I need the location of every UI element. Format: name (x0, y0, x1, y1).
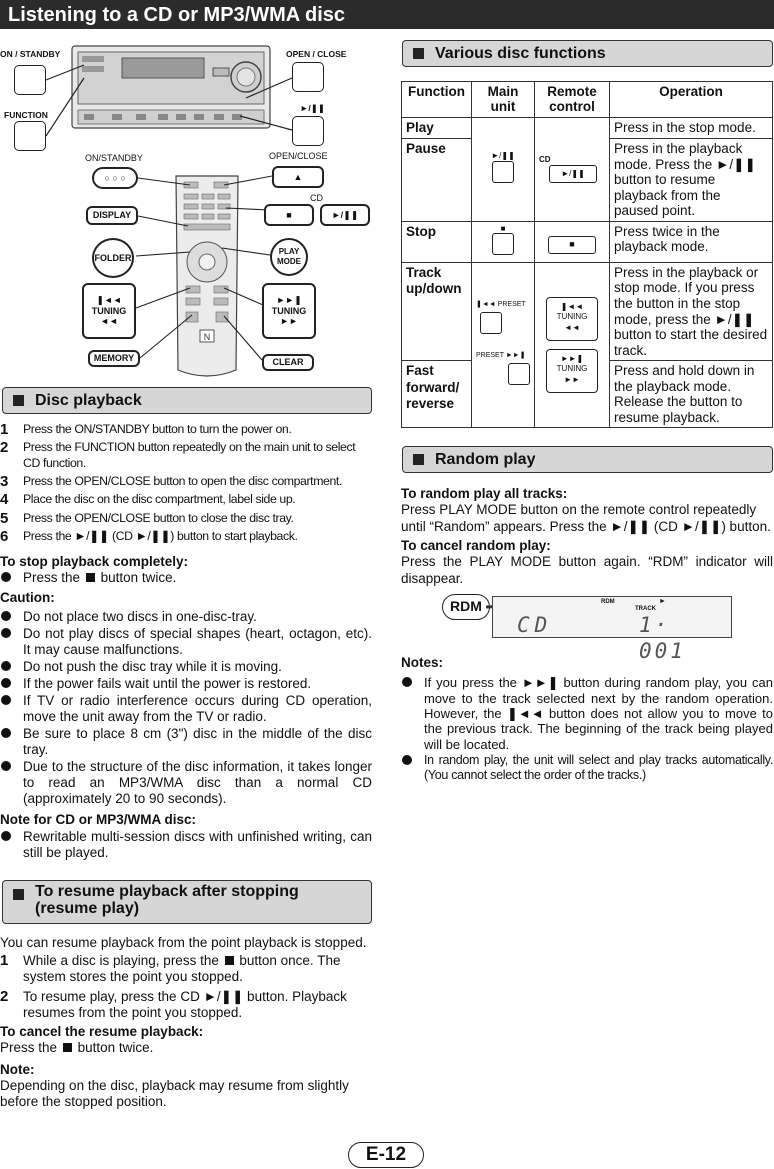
main-play-pause-label: ►/❚❚ (300, 103, 326, 113)
cancel-resume-text: Press the button twice. (0, 1040, 154, 1056)
list-item: 4 Place the disc on the disc compartment, label side up. (0, 491, 296, 509)
list-item: 5 Press the OPEN/CLOSE button to close the disc tray. (0, 509, 294, 527)
remote-open-close-label: OPEN/CLOSE (269, 151, 328, 161)
random-cancel-heading: To cancel random play: (401, 537, 551, 553)
remote-cd-stop-button[interactable]: ■ (264, 204, 314, 226)
caution-heading: Caution: (0, 589, 55, 605)
remote-play-pause-icon: ►/❚❚ (549, 165, 597, 183)
resume-heading: To resume playback after stopping (resume play) (2, 880, 372, 924)
remote-folder-button[interactable]: FOLDER (92, 238, 134, 278)
random-section (401, 483, 773, 587)
stop-heading: To stop playback completely: (0, 553, 189, 569)
square-bullet-icon (413, 48, 424, 59)
table-header-row (402, 82, 773, 118)
note-disc-heading: Note for CD or MP3/WMA disc: (0, 812, 197, 828)
list-item: 1 While a disc is playing, press the button once. The system stores the point you stopped. (0, 952, 341, 985)
resume-intro: You can resume playback from the point playback is stopped. (0, 935, 367, 950)
cancel-resume-heading: To cancel the resume playback: (0, 1023, 204, 1039)
main-preset-up-icon (508, 363, 530, 385)
stop-icon (225, 956, 234, 965)
remote-tuning-right-button[interactable]: ►►❚ TUNING ►► (262, 283, 316, 339)
list-item: 3 Press the OPEN/CLOSE button to open the disc compartment. (0, 473, 342, 491)
resume-section (0, 935, 372, 1110)
column-header: Remote control (535, 82, 610, 118)
notes-heading: Notes: (401, 655, 444, 670)
main-preset-down-icon (480, 312, 502, 334)
random-all-text: Press PLAY MODE button on the remote control repeatedly until “Random” appears. Press the ►/❚❚ (CD ►/❚❚) button. (401, 502, 771, 534)
list-item: In random play, the unit will select and play tracks automatically. (You cannot select the order of the tracks.) (401, 753, 773, 783)
table-row: Stop ■ ■ Press twice in the playback mode. (402, 221, 773, 262)
square-bullet-icon (13, 889, 24, 900)
table-row: Play ►/❚❚ CD ►/❚❚ Press in the stop mode. (402, 117, 773, 138)
column-header: Function (402, 82, 472, 118)
resume-note-heading: Note: (0, 1061, 35, 1077)
table-row: Track up/down ❚◄◄ PRESET PRESET ►►❚ ❚◄◄ TUNING ◄◄ ►►❚ TUNING ►► Press in the playback or stop mode. If you press the button in the stop mode, press the ►/❚❚ button to start the desired track. (402, 262, 773, 360)
table-row: Pause Press in the playback mode. Press the ►/❚❚ button to resume playback from the paused point. (402, 139, 773, 222)
main-play-pause-icon (492, 161, 514, 183)
remote-clear-button[interactable]: CLEAR (262, 354, 314, 371)
page-title: Listening to a CD or MP3/WMA disc (0, 0, 774, 29)
list-item: 2 Press the FUNCTION button repeatedly on the main unit to select CD function. (0, 439, 356, 470)
main-function-label: FUNCTION (4, 110, 48, 120)
list-item: Due to the structure of the disc information, it takes longer to read an MP3/WMA disc than a normal CD (approximately 20 to 90 seconds). (0, 759, 372, 807)
stop-icon (86, 573, 95, 582)
square-bullet-icon (13, 395, 24, 406)
random-cancel-text: Press the PLAY MODE button again. “RDM” indicator will disappear. (401, 554, 773, 586)
remote-memory-button[interactable]: MEMORY (88, 350, 140, 367)
table-row: Fast forward/ reverse Press and hold down in the playback mode. Release the button to resume playback. (402, 361, 773, 428)
list-item: Rewritable multi-session discs with unfinished writing, can still be played. (0, 829, 372, 861)
disc-playback-steps (0, 422, 372, 862)
remote-on-standby-label: ON/STANDBY (85, 153, 143, 163)
list-item: Do not play discs of special shapes (heart, octagon, etc). It may cause malfunctions. (0, 626, 372, 658)
diagram-drawing (0, 30, 372, 380)
remote-on-standby-button[interactable]: ○ ○ ○ (92, 167, 138, 189)
disc-playback-heading: Disc playback (2, 387, 372, 414)
disc-functions-table (401, 81, 773, 428)
list-item: 1 Press the ON/STANDBY button to turn the power on. (0, 421, 292, 438)
remote-stop-icon: ■ (548, 236, 596, 254)
list-item: Press the button twice. (0, 570, 372, 586)
column-header: Operation (610, 82, 773, 118)
stop-icon (63, 1043, 72, 1052)
remote-display-button[interactable]: DISPLAY (86, 206, 138, 225)
list-item: If the power fails wait until the power is restored. (0, 676, 372, 692)
resume-note-text: Depending on the disc, playback may resume from slightly before the stopped position. (0, 1078, 349, 1110)
page-number: E-12 (348, 1142, 424, 1168)
list-item: Do not place two discs in one-disc-tray. (0, 609, 372, 625)
main-stop-icon (492, 233, 514, 255)
remote-play-mode-button[interactable]: PLAY MODE (270, 238, 308, 276)
random-all-heading: To random play all tracks: (401, 486, 568, 501)
remote-tuning-up-icon: ►►❚ TUNING ►► (546, 349, 598, 393)
list-item: If you press the ►►❚ button during random play, you can move to the track selected next by the random operation. However, the ❚◄◄ button does not allow you to move to the previous track. The beginning of the track being played will be located. (401, 675, 773, 752)
remote-cd-play-pause-button[interactable]: ►/❚❚ (320, 204, 370, 226)
list-item: Do not push the disc tray while it is moving. (0, 659, 372, 675)
list-item: 2 To resume play, press the CD ►/❚❚ button. Playback resumes from the point you stopped. (0, 987, 347, 1020)
main-on-standby-label: ON / STANDBY (0, 49, 61, 59)
remote-tuning-left-button[interactable]: ❚◄◄ TUNING ◄◄ (82, 283, 136, 339)
remote-cd-label: CD (310, 193, 323, 203)
list-item: If TV or radio interference occurs during CD operation, move the unit away from the TV or radio. (0, 693, 372, 725)
remote-eject-button[interactable]: ▲ (272, 166, 324, 188)
remote-tuning-down-icon: ❚◄◄ TUNING ◄◄ (546, 297, 598, 341)
main-open-close-label: OPEN / CLOSE (286, 49, 347, 59)
random-notes (401, 652, 773, 784)
lcd-display: RDM TRACK ► CD 1· 001 (492, 596, 732, 638)
list-item: Be sure to place 8 cm (3") disc in the middle of the disc tray. (0, 726, 372, 758)
list-item: 6 Press the ►/❚❚ (CD ►/❚❚) button to start playback. (0, 528, 298, 546)
svg-text:N: N (203, 332, 211, 342)
random-heading: Random play (402, 446, 773, 473)
rdm-badge: RDM (442, 594, 490, 620)
various-heading: Various disc functions (402, 40, 773, 67)
square-bullet-icon (413, 454, 424, 465)
column-header: Main unit (472, 82, 535, 118)
